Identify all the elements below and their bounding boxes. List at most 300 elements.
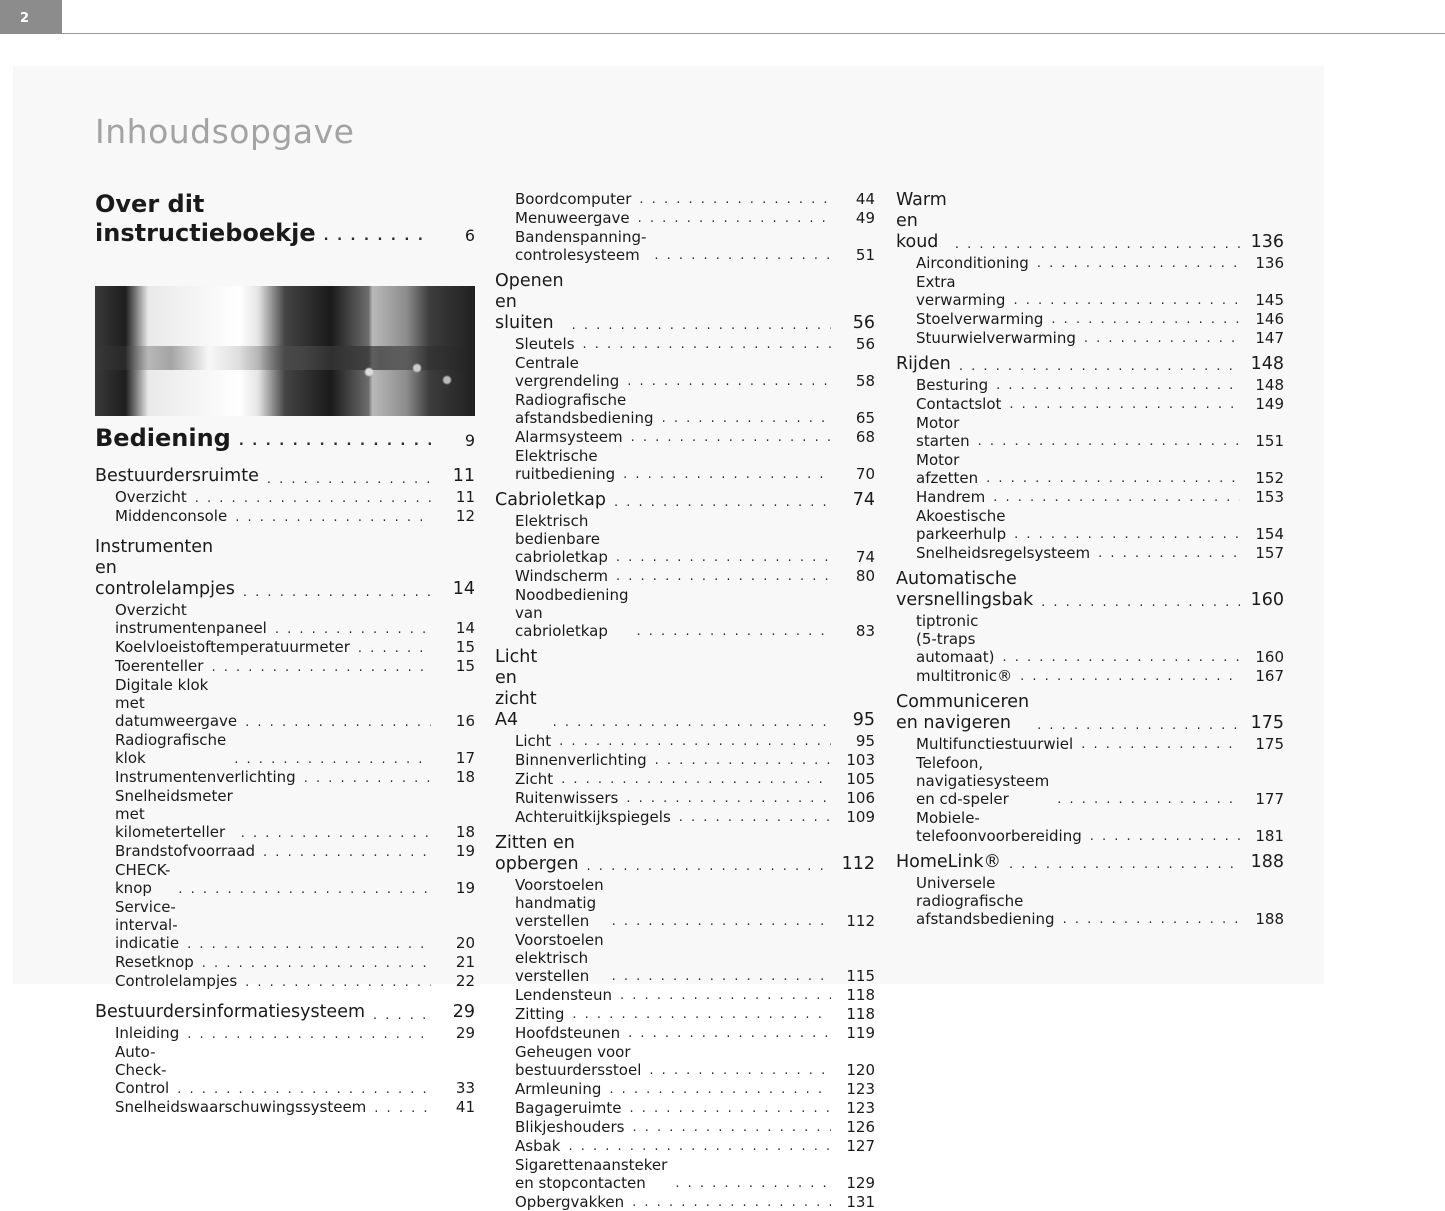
toc-entry-page: 112	[846, 912, 875, 930]
toc-entry-page: 65	[855, 409, 875, 427]
toc-sub-entry[interactable]	[495, 808, 875, 826]
toc-leader-dots	[1084, 331, 1240, 347]
toc-sub-entry[interactable]	[495, 190, 875, 208]
toc-sub-entry[interactable]	[95, 842, 475, 860]
toc-sub-entry[interactable]	[896, 488, 1284, 506]
toc-leader-dots	[568, 1139, 831, 1155]
toc-sub-entry[interactable]	[495, 876, 875, 930]
toc-entry-title: Middenconsole	[115, 507, 228, 526]
toc-section-entry[interactable]	[495, 833, 875, 875]
toc-entry-page: 109	[846, 808, 875, 826]
toc-leader-dots	[275, 622, 431, 638]
toc-sub-entry[interactable]	[95, 638, 475, 656]
toc-leader-dots	[639, 192, 831, 208]
toc-leader-dots	[626, 791, 831, 807]
toc-entry-title: Airconditioning	[916, 254, 1029, 272]
toc-entry-page: 148	[1250, 354, 1284, 374]
toc-entry-title: tiptronic (5-traps automaat)	[916, 612, 995, 666]
toc-leader-dots	[1013, 293, 1240, 309]
toc-entry-page: 29	[452, 1002, 475, 1023]
toc-leader-dots	[675, 1176, 831, 1192]
toc-sub-entry[interactable]	[896, 735, 1284, 753]
toc-entry-page: 74	[855, 548, 875, 566]
toc-entry-page: 188	[1255, 910, 1284, 928]
toc-entry-title: Menuweergave	[515, 209, 630, 227]
toc-entry-title: Over dit instructieboekje	[95, 190, 316, 247]
toc-entry-title: Elektrisch bedienbare cabrioletkap	[515, 512, 608, 566]
toc-leader-dots	[211, 660, 431, 676]
toc-entry-title: Lendensteun	[515, 986, 613, 1004]
toc-sub-entry[interactable]	[495, 1043, 875, 1079]
toc-entry-page: 119	[846, 1024, 875, 1042]
toc-entry-title: Licht en zicht A4	[495, 647, 538, 730]
toc-leader-dots	[978, 434, 1240, 450]
toc-section-entry[interactable]	[95, 1002, 475, 1023]
toc-entry-title: Voorstoelen handmatig verstellen	[515, 876, 604, 930]
toc-entry-title: Sleutels	[515, 335, 575, 353]
toc-sub-entry[interactable]	[95, 1043, 475, 1097]
toc-entry-title: Toerenteller	[115, 657, 204, 676]
toc-entry-page: 22	[455, 972, 475, 991]
toc-entry-title: Instrumenten en controlelampjes	[95, 537, 235, 600]
toc-entry-title: Rijden	[896, 354, 951, 374]
toc-sub-entry[interactable]	[495, 391, 875, 427]
toc-column-1	[95, 190, 475, 1116]
toc-sub-entry[interactable]	[95, 657, 475, 675]
toc-leader-dots	[616, 550, 831, 566]
toc-sub-entry[interactable]	[495, 354, 875, 390]
toc-leader-dots	[187, 937, 431, 953]
toc-leader-dots	[559, 734, 831, 750]
toc-entry-page: 19	[455, 842, 475, 861]
toc-leader-dots	[620, 988, 831, 1004]
toc-entry-title: Zitting	[515, 1005, 565, 1023]
toc-leader-dots	[561, 772, 831, 788]
toc-entry-page: 83	[855, 622, 875, 640]
toc-leader-dots	[1009, 397, 1240, 413]
toc-leader-dots	[1057, 792, 1240, 808]
toc-sub-entry[interactable]	[896, 451, 1284, 487]
toc-leader-dots	[959, 359, 1240, 375]
toc-entry-title: Overzicht	[115, 488, 187, 507]
toc-entry-title: Extra verwarming	[916, 273, 1006, 309]
toc-entry-title: Bagageruimte	[515, 1099, 622, 1117]
toc-sub-entry[interactable]	[495, 751, 875, 769]
toc-entry-title: Radiografische klok	[115, 731, 227, 768]
toc-sub-entry[interactable]	[495, 209, 875, 227]
toc-leader-dots	[245, 715, 431, 731]
toc-sub-entry[interactable]	[495, 789, 875, 807]
photo-instrument-lights	[345, 356, 465, 396]
toc-leader-dots	[234, 752, 431, 768]
toc-entry-title: Overzicht instrumentenpaneel	[115, 601, 267, 638]
toc-leader-dots	[239, 434, 431, 453]
toc-leader-dots	[267, 472, 431, 488]
toc-leader-dots	[654, 248, 831, 264]
toc-entry-page: 68	[855, 428, 875, 446]
toc-entry-title: Elektrische ruitbediening	[515, 447, 616, 483]
toc-leader-dots	[616, 569, 831, 585]
toc-entry-title: Licht	[515, 732, 552, 750]
toc-entry-title: Blikjeshouders	[515, 1118, 625, 1136]
toc-leader-dots	[1002, 650, 1240, 666]
toc-leader-dots	[627, 374, 831, 390]
toc-entry-page: 18	[455, 768, 475, 787]
toc-leader-dots	[1081, 737, 1240, 753]
toc-entry-page: 58	[855, 372, 875, 390]
toc-section-entry[interactable]	[896, 354, 1284, 375]
toc-leader-dots	[263, 845, 431, 861]
toc-entry-page: 154	[1255, 525, 1284, 543]
toc-sub-entry[interactable]	[495, 335, 875, 353]
toc-section-entry[interactable]	[495, 647, 875, 731]
toc-leader-dots	[195, 491, 431, 507]
toc-entry-title: Asbak	[515, 1137, 561, 1155]
toc-entry-title: Stoelverwarming	[916, 310, 1044, 328]
toc-leader-dots	[1009, 857, 1240, 873]
toc-sub-entry[interactable]	[896, 612, 1284, 666]
toc-leader-dots	[245, 975, 431, 991]
toc-leader-dots	[638, 211, 831, 227]
toc-entry-page: 152	[1255, 469, 1284, 487]
toc-entry-title: Telefoon, navigatiesysteem en cd-speler	[916, 754, 1050, 808]
toc-entry-page: 6	[464, 226, 475, 246]
toc-sub-entry[interactable]	[495, 1118, 875, 1136]
toc-sub-entry[interactable]	[495, 1024, 875, 1042]
toc-entry-page: 41	[455, 1098, 475, 1117]
toc-leader-dots	[649, 1063, 831, 1079]
toc-entry-page: 126	[846, 1118, 875, 1136]
toc-entry-page: 11	[452, 466, 475, 487]
toc-entry-title: Voorstoelen elektrisch verstellen	[515, 931, 604, 985]
toc-list	[495, 190, 875, 1211]
toc-section-entry[interactable]	[896, 692, 1284, 734]
toc-entry-page: 14	[455, 619, 475, 638]
toc-section-entry[interactable]	[896, 852, 1284, 873]
toc-entry-title: Opbergvakken	[515, 1193, 625, 1211]
toc-leader-dots	[1051, 312, 1240, 328]
toc-leader-dots	[553, 715, 831, 731]
toc-entry-page: 16	[455, 712, 475, 731]
toc-entry-page: 123	[846, 1080, 875, 1098]
toc-leader-dots	[636, 624, 831, 640]
toc-entry-page: 120	[846, 1061, 875, 1079]
toc-sub-entry[interactable]	[95, 507, 475, 525]
toc-section-entry[interactable]	[95, 537, 475, 600]
toc-leader-dots	[1041, 595, 1240, 611]
toc-entry-title: Achteruitkijkspiegels	[515, 808, 671, 826]
toc-entry-title: Radiografische afstandsbediening	[515, 391, 654, 427]
toc-entry-title: Openen en sluiten	[495, 271, 564, 333]
toc-leader-dots	[623, 467, 831, 483]
toc-entry-page: 129	[846, 1174, 875, 1192]
toc-leader-dots	[235, 510, 431, 526]
toc-leader-dots	[628, 1026, 831, 1042]
toc-entry-title: Instrumentenverlichting	[115, 768, 296, 787]
toc-sub-entry[interactable]	[896, 310, 1284, 328]
toc-section-entry[interactable]	[896, 569, 1284, 611]
page-title: Inhoudsopgave	[95, 112, 355, 151]
toc-leader-dots	[614, 495, 831, 511]
toc-sub-entry[interactable]	[896, 507, 1284, 543]
toc-entry-title: Communiceren en navigeren	[896, 692, 1030, 733]
toc-entry-page: 175	[1250, 713, 1284, 733]
toc-entry-page: 17	[455, 749, 475, 768]
toc-section-entry[interactable]	[95, 466, 475, 487]
toc-entry-page: 80	[855, 567, 875, 585]
toc-entry-title: Resetknop	[115, 953, 194, 972]
toc-sub-entry[interactable]	[495, 1193, 875, 1211]
toc-section-entry[interactable]	[896, 190, 1284, 253]
toc-entry-title: Hoofdsteunen	[515, 1024, 621, 1042]
toc-entry-title: Inleiding	[115, 1024, 180, 1043]
toc-column-2	[495, 190, 875, 1211]
toc-entry-title: Alarmsysteem	[515, 428, 623, 446]
toc-leader-dots	[587, 859, 831, 875]
toc-entry-title: Windscherm	[515, 567, 609, 585]
toc-entry-page: 70	[855, 465, 875, 483]
toc-section-entry[interactable]	[495, 271, 875, 334]
toc-entry-page: 74	[852, 490, 875, 510]
toc-sub-entry[interactable]	[896, 254, 1284, 272]
toc-sub-entry[interactable]	[495, 770, 875, 788]
toc-entry-page: 11	[455, 488, 475, 507]
toc-entry-title: Contactslot	[916, 395, 1002, 413]
toc-entry-page: 175	[1255, 735, 1284, 753]
toc-sub-entry[interactable]	[95, 488, 475, 506]
toc-entry-page: 56	[855, 335, 875, 353]
toc-section-entry[interactable]	[495, 490, 875, 511]
toc-sub-entry[interactable]	[495, 1080, 875, 1098]
toc-entry-title: Armleuning	[515, 1080, 602, 1098]
toc-entry-page: 19	[455, 879, 475, 898]
toc-sub-entry[interactable]	[95, 1024, 475, 1042]
toc-entry-page: 21	[455, 953, 475, 972]
toc-leader-dots	[1090, 829, 1240, 845]
toc-leader-dots	[986, 471, 1240, 487]
toc-entry-title: Multifunctiestuurwiel	[916, 735, 1074, 753]
toc-entry-page: 15	[455, 638, 475, 657]
toc-entry-title: CHECK-knop	[115, 861, 171, 898]
toc-entry-title: Controlelampjes	[115, 972, 238, 991]
toc-leader-dots	[632, 1120, 831, 1136]
page-number-tab	[0, 0, 62, 34]
toc-entry-title: Binnenverlichting	[515, 751, 647, 769]
toc-entry-title: Cabrioletkap	[495, 490, 606, 510]
toc-leader-dots	[583, 337, 831, 353]
toc-entry-title: Bestuurdersinformatiesysteem	[95, 1002, 366, 1023]
toc-list	[95, 466, 475, 1116]
toc-entry-title: Snelheidswaarschuwingssysteem	[115, 1098, 367, 1117]
toc-sub-entry[interactable]	[95, 768, 475, 786]
toc-leader-dots	[609, 1082, 831, 1098]
toc-entry-title: Sigarettenaansteker en stopcontacten	[515, 1156, 668, 1192]
toc-entry-page: 157	[1255, 544, 1284, 562]
toc-entry-page: 49	[855, 209, 875, 227]
toc-entry-title: Noodbediening van cabrioletkap	[515, 586, 629, 640]
toc-entry-page: 115	[846, 967, 875, 985]
toc-leader-dots	[374, 1101, 431, 1117]
toc-entry-page: 181	[1255, 827, 1284, 845]
toc-sub-entry[interactable]	[95, 731, 475, 767]
toc-sub-entry[interactable]	[95, 787, 475, 841]
toc-leader-dots	[241, 826, 431, 842]
toc-entry-title: Zitten en opbergen	[495, 833, 579, 874]
toc-entry-page: 112	[841, 854, 875, 874]
toc-leader-dots	[996, 378, 1240, 394]
toc-entry-page: 33	[455, 1079, 475, 1098]
toc-entry-title: Bandenspanning-controlesysteem	[515, 228, 647, 264]
toc-entry-page: 160	[1250, 590, 1284, 610]
toc-list	[896, 190, 1284, 928]
toc-sub-entry[interactable]	[896, 874, 1284, 928]
toc-entry-title: Motor afzetten	[916, 451, 979, 487]
toc-entry-title: Universele radiografische afstandsbediening	[916, 874, 1055, 928]
toc-sub-entry[interactable]	[896, 414, 1284, 450]
toc-leader-dots	[1063, 912, 1240, 928]
toc-sub-entry[interactable]	[896, 376, 1284, 394]
toc-sub-entry[interactable]	[896, 809, 1284, 845]
toc-entry-title: Service-interval-indicatie	[115, 898, 180, 953]
toc-leader-dots	[324, 229, 431, 248]
toc-sub-entry[interactable]	[495, 428, 875, 446]
toc-entry-page: 118	[846, 986, 875, 1004]
toc-entry-page: 131	[846, 1193, 875, 1211]
toc-entry-page: 136	[1255, 254, 1284, 272]
toc-sub-entry[interactable]	[95, 861, 475, 897]
toc-entry-page: 149	[1255, 395, 1284, 413]
toc-entry-page: 51	[855, 246, 875, 264]
toc-leader-dots	[358, 641, 431, 657]
toc-sub-entry[interactable]	[495, 931, 875, 985]
toc-leader-dots	[993, 490, 1240, 506]
toc-sub-entry[interactable]	[495, 512, 875, 566]
toc-leader-dots	[1098, 546, 1240, 562]
toc-leader-dots	[1020, 669, 1240, 685]
toc-leader-dots	[612, 914, 831, 930]
toc-leader-dots	[572, 1007, 831, 1023]
toc-sub-entry[interactable]	[495, 986, 875, 1004]
toc-leader-dots	[662, 411, 831, 427]
toc-sub-entry[interactable]	[896, 273, 1284, 309]
toc-entry-title: Warm en koud	[896, 190, 947, 252]
toc-leader-dots	[631, 430, 831, 446]
toc-sub-entry[interactable]	[495, 1005, 875, 1023]
toc-entry-page: 167	[1255, 667, 1284, 685]
toc-entry-intro[interactable]	[95, 190, 475, 248]
toc-entry-page: 103	[846, 751, 875, 769]
toc-leader-dots	[632, 1195, 831, 1211]
toc-entry-page: 146	[1255, 310, 1284, 328]
toc-entry-title: Centrale vergrendeling	[515, 354, 620, 390]
toc-sub-entry[interactable]	[495, 567, 875, 585]
toc-entry-page: 123	[846, 1099, 875, 1117]
toc-leader-dots	[612, 969, 831, 985]
toc-entry-page: 153	[1255, 488, 1284, 506]
toc-sub-entry[interactable]	[896, 754, 1284, 808]
toc-entry-title: Mobiele-telefoonvoorbereiding	[916, 809, 1082, 845]
toc-sub-entry[interactable]	[95, 898, 475, 952]
toc-entry-page: 151	[1255, 432, 1284, 450]
toc-sub-entry[interactable]	[495, 732, 875, 750]
toc-sub-entry[interactable]	[896, 667, 1284, 685]
toc-entry-title: Ruitenwissers	[515, 789, 619, 807]
toc-entry-page: 177	[1255, 790, 1284, 808]
toc-leader-dots	[373, 1008, 431, 1024]
toc-sub-entry[interactable]	[896, 329, 1284, 347]
toc-sub-entry[interactable]	[896, 395, 1284, 413]
toc-entry-title: HomeLink®	[896, 852, 1002, 872]
toc-sub-entry[interactable]	[95, 1098, 475, 1116]
cockpit-photo	[95, 286, 475, 416]
header-rule	[62, 33, 1445, 34]
toc-sub-entry[interactable]	[95, 972, 475, 990]
toc-leader-dots	[955, 237, 1240, 253]
toc-entry-title: Geheugen voor bestuurdersstoel	[515, 1043, 642, 1079]
toc-entry-title: Akoestische parkeerhulp	[916, 507, 1007, 543]
toc-sub-entry[interactable]	[95, 953, 475, 971]
toc-entry-page: 105	[846, 770, 875, 788]
toc-entry-title: Snelheidsregelsysteem	[916, 544, 1091, 562]
toc-entry-page: 56	[852, 313, 875, 333]
toc-entry-title: Snelheidsmeter met kilometerteller	[115, 787, 233, 842]
toc-entry-title: Brandstofvoorraad	[115, 842, 256, 861]
toc-entry-title: Automatische versnellingsbak	[896, 569, 1034, 610]
toc-leader-dots	[202, 956, 431, 972]
toc-sub-entry[interactable]	[495, 228, 875, 264]
toc-entry-title: multitronic®	[916, 667, 1013, 685]
toc-entry-page: 44	[855, 190, 875, 208]
toc-entry-page: 148	[1255, 376, 1284, 394]
toc-leader-dots	[304, 771, 431, 787]
toc-sub-entry[interactable]	[495, 1137, 875, 1155]
toc-leader-dots	[572, 318, 831, 334]
toc-entry-title: Boordcomputer	[515, 190, 632, 208]
toc-entry-page: 20	[455, 934, 475, 953]
toc-entry-title: Bediening	[95, 423, 231, 452]
toc-sub-entry[interactable]	[495, 447, 875, 483]
toc-sub-entry[interactable]	[495, 586, 875, 640]
toc-entry-title: Handrem	[916, 488, 986, 506]
toc-entry-title: Koelvloeistoftemperatuurmeter	[115, 638, 350, 657]
toc-sub-entry[interactable]	[896, 544, 1284, 562]
toc-entry-page: 127	[846, 1137, 875, 1155]
toc-sub-entry[interactable]	[495, 1099, 875, 1117]
toc-entry-title: Stuurwielverwarming	[916, 329, 1076, 347]
toc-sub-entry[interactable]	[95, 601, 475, 637]
toc-entry-title: Zicht	[515, 770, 554, 788]
toc-entry-page: 160	[1255, 648, 1284, 666]
toc-entry-page: 95	[852, 710, 875, 730]
toc-entry-page: 18	[455, 823, 475, 842]
toc-sub-entry[interactable]	[495, 1156, 875, 1192]
toc-entry-page: 106	[846, 789, 875, 807]
toc-leader-dots	[1037, 256, 1240, 272]
toc-entry-page: 188	[1250, 852, 1284, 872]
page-number: 2	[20, 11, 30, 26]
toc-entry-page: 145	[1255, 291, 1284, 309]
toc-sub-entry[interactable]	[95, 676, 475, 730]
toc-leader-dots	[1037, 718, 1240, 734]
toc-entry-bediening[interactable]	[95, 424, 475, 453]
toc-entry-page: 118	[846, 1005, 875, 1023]
toc-entry-title: Auto-Check-Control	[115, 1043, 170, 1098]
toc-entry-title: Digitale klok met datumweergave	[115, 676, 238, 731]
toc-leader-dots	[1014, 527, 1240, 543]
toc-entry-page: 29	[455, 1024, 475, 1043]
toc-entry-title: Motor starten	[916, 414, 970, 450]
toc-leader-dots	[177, 1082, 431, 1098]
